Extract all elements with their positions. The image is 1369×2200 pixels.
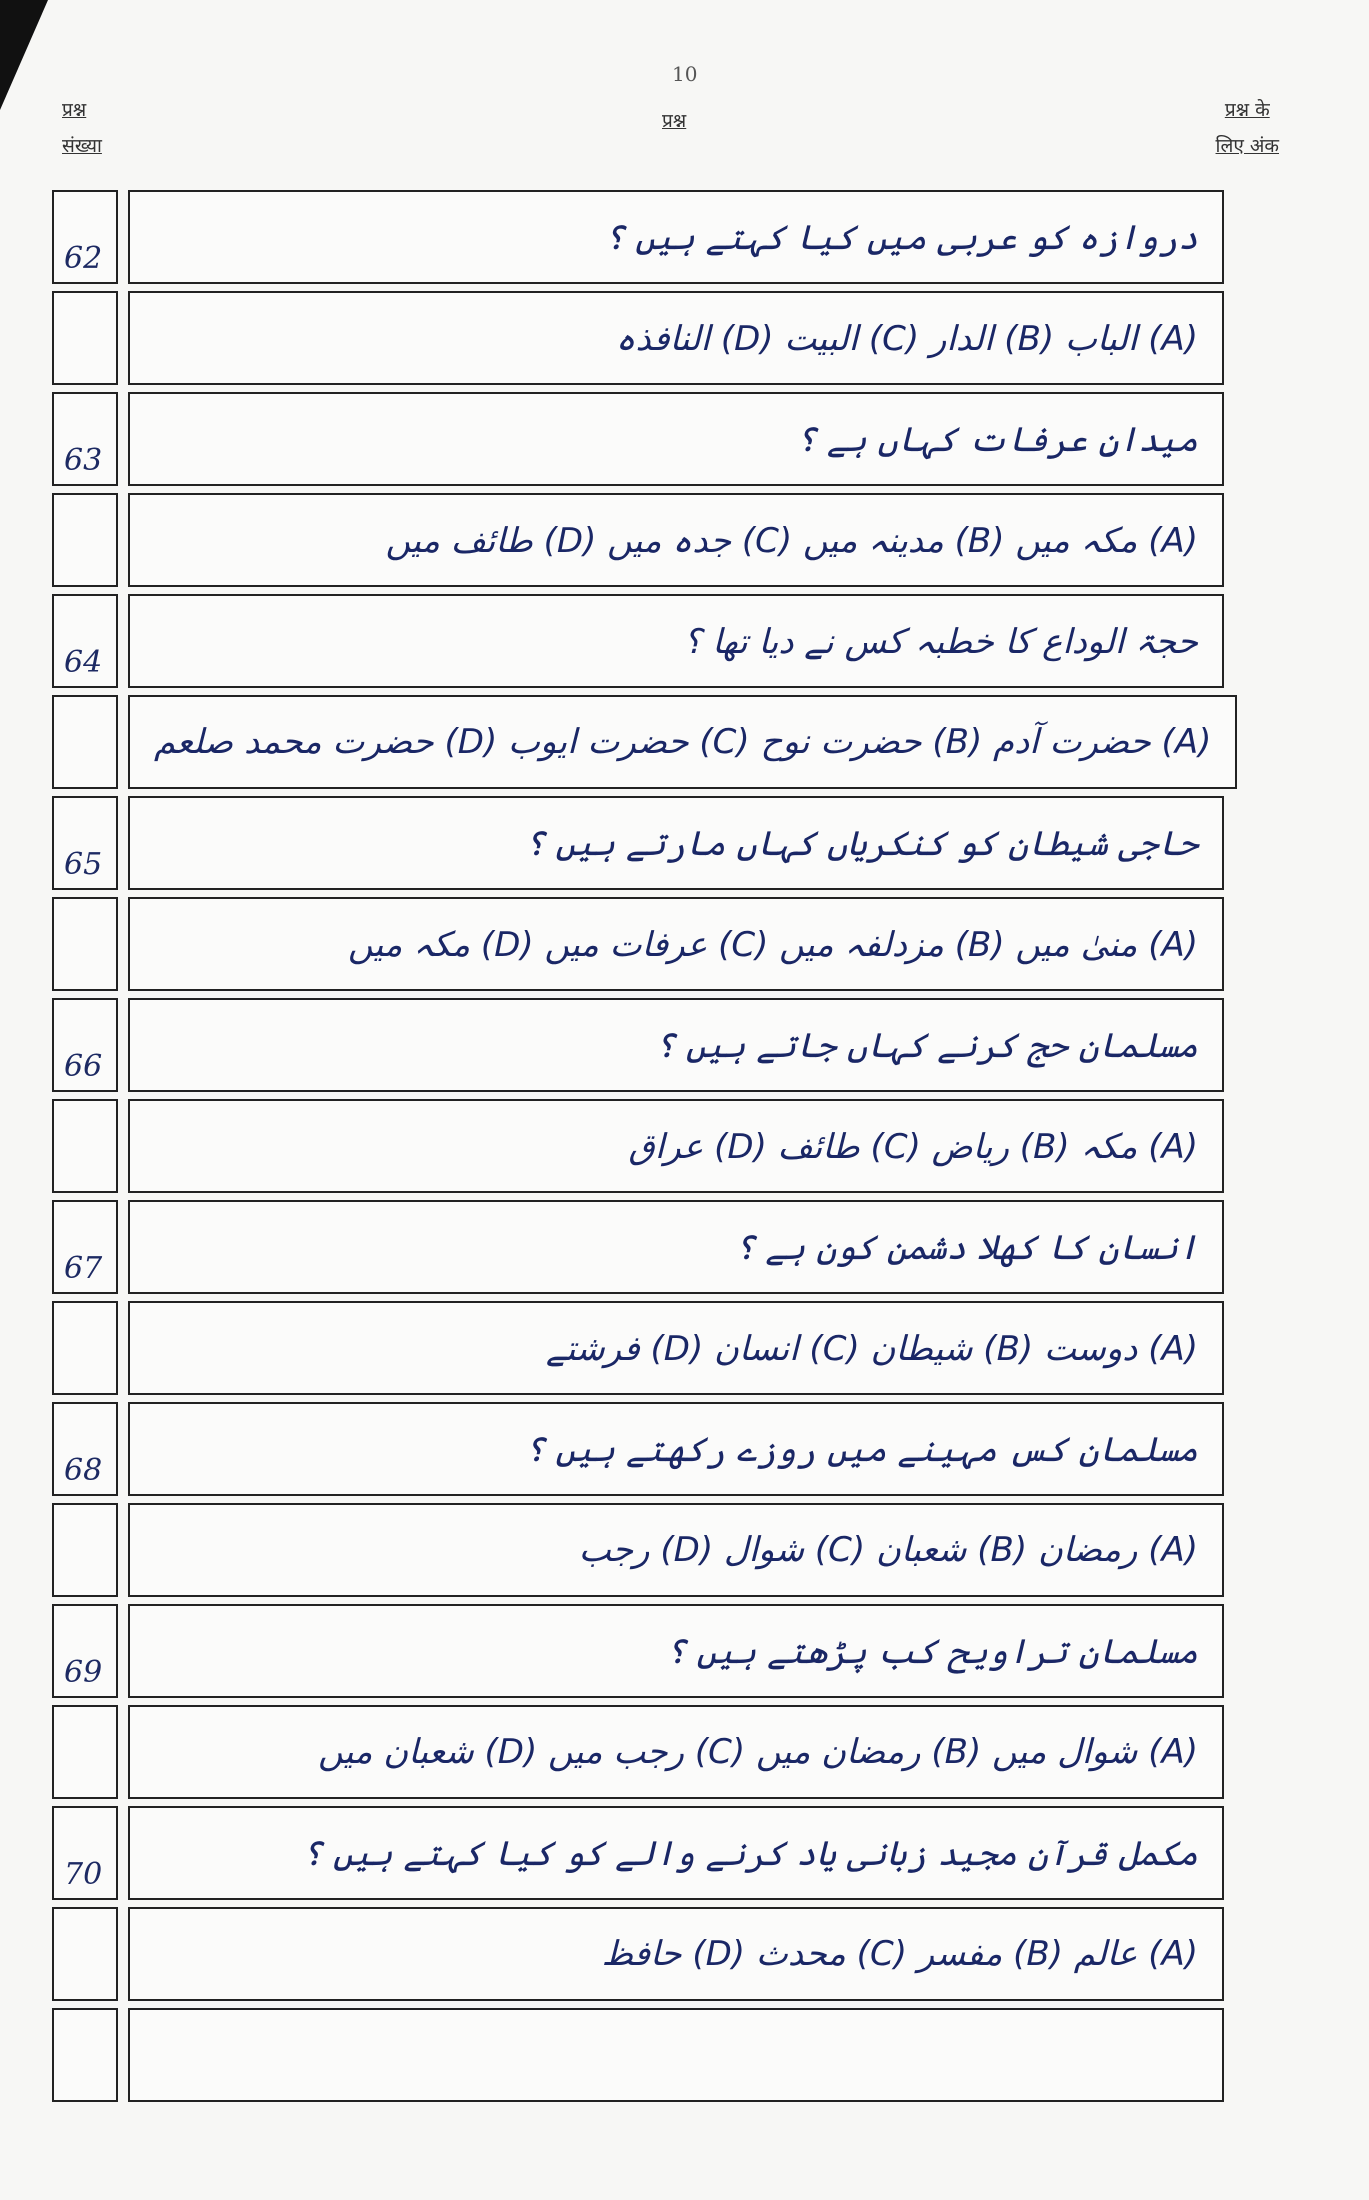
- table-row: [52, 291, 1224, 385]
- header-right-line2: लिए अंक: [1215, 135, 1279, 157]
- question-number-box: [52, 897, 118, 991]
- question-number-box: [52, 1705, 118, 1799]
- question-box: [128, 2008, 1224, 2102]
- question-number: 69: [64, 1655, 103, 1690]
- question-number-box: [52, 1200, 118, 1294]
- table-row: [52, 1200, 1224, 1294]
- table-row: [52, 1503, 1224, 1597]
- table-row: [52, 1301, 1224, 1395]
- table-row: [52, 392, 1224, 486]
- question-number: 70: [64, 1857, 103, 1892]
- question-box: [128, 897, 1224, 991]
- header-left-line2: संख्या: [62, 135, 102, 157]
- header-question-number: [62, 92, 102, 164]
- question-box: [128, 1705, 1224, 1799]
- question-box: [128, 594, 1224, 688]
- question-box: [128, 1301, 1224, 1395]
- table-row: [52, 1705, 1224, 1799]
- question-box: [128, 1402, 1224, 1496]
- handwritten-text: حجۃ الوداع کا خطبہ کس نے دیا تھا ؟: [683, 621, 1198, 662]
- handwritten-text: (A) منیٰ میں (B) مزدلفہ میں (C) عرفات میں (D) مکہ میں: [348, 924, 1198, 965]
- question-number-box: [52, 1099, 118, 1193]
- table-row: [52, 1806, 1224, 1900]
- question-box: [128, 493, 1224, 587]
- question-number-box: [52, 1806, 118, 1900]
- table-row: [52, 594, 1224, 688]
- handwritten-text: حاجی شیطان کو کنکریاں کہاں مارتے ہیں ؟: [524, 823, 1198, 864]
- question-box: [128, 392, 1224, 486]
- question-number-box: [52, 998, 118, 1092]
- question-number-box: [52, 594, 118, 688]
- question-box: [128, 1099, 1224, 1193]
- handwritten-text: مسلمان حج کرنے کہاں جاتے ہیں ؟: [655, 1025, 1198, 1066]
- question-number-box: [52, 392, 118, 486]
- handwritten-text: (A) شوال میں (B) رمضان میں (C) رجب میں (D) شعبان میں: [318, 1732, 1198, 1772]
- page-number: 10: [672, 62, 698, 86]
- scan-corner-mark: [0, 0, 48, 110]
- question-box: [128, 1503, 1224, 1597]
- handwritten-text: (A) مکہ (B) ریاض (C) طائف (D) عراق: [628, 1126, 1198, 1167]
- question-box: [128, 1907, 1224, 2001]
- handwritten-text: (A) حضرت آدم (B) حضرت نوح (C) حضرت ایوب (D) حضرت محمد صلعم: [154, 722, 1212, 762]
- question-number-box: [52, 1604, 118, 1698]
- handwritten-text: انسان کا کھلا دشمن کون ہے ؟: [734, 1227, 1198, 1268]
- answer-sheet-table: [52, 190, 1224, 2109]
- question-box: [128, 190, 1224, 284]
- question-number-box: [52, 796, 118, 890]
- question-number-box: [52, 1301, 118, 1395]
- question-number-box: [52, 190, 118, 284]
- question-number-box: [52, 493, 118, 587]
- question-box: [128, 796, 1224, 890]
- handwritten-text: دروازہ کو عربی میں کیا کہتے ہیں ؟: [604, 217, 1198, 258]
- table-row: [52, 998, 1224, 1092]
- header-question: [662, 103, 686, 139]
- question-number: 63: [64, 443, 103, 478]
- header-middle: प्रश्न: [662, 110, 687, 132]
- question-number: 64: [64, 645, 103, 680]
- question-number-box: [52, 1907, 118, 2001]
- handwritten-text: (A) عالم (B) مفسر (C) محدث (D) حافظ: [601, 1934, 1198, 1974]
- question-box: [128, 1604, 1224, 1698]
- question-number: 62: [64, 241, 103, 276]
- question-number-box: [52, 695, 118, 789]
- handwritten-text: مکمل قرآن مجید زبانی یاد کرنے والے کو کیا کہتے ہیں ؟: [302, 1833, 1198, 1874]
- header-right-line1: प्रश्न के: [1224, 99, 1270, 121]
- table-row: [52, 1402, 1224, 1496]
- table-row: [52, 1907, 1224, 2001]
- question-number-box: [52, 1503, 118, 1597]
- handwritten-text: میدانِ عرفات کہاں ہے ؟: [796, 419, 1198, 460]
- question-box: [128, 998, 1224, 1092]
- question-number-box: [52, 291, 118, 385]
- header-left-line1: प्रश्न: [62, 99, 87, 121]
- table-row: [52, 493, 1224, 587]
- question-number: 66: [64, 1049, 103, 1084]
- handwritten-text: (A) رمضان (B) شعبان (C) شوال (D) رجب: [578, 1530, 1198, 1570]
- question-number: 65: [64, 847, 103, 882]
- question-number: 68: [64, 1453, 103, 1488]
- table-row: [52, 796, 1224, 890]
- handwritten-text: (A) مکہ میں (B) مدینہ میں (C) جدہ میں (D) طائف میں: [385, 520, 1198, 561]
- question-box: [128, 291, 1224, 385]
- handwritten-text: مسلمان تراویح کب پڑھتے ہیں ؟: [665, 1631, 1198, 1672]
- table-row: [52, 190, 1224, 284]
- table-row: [52, 695, 1224, 789]
- table-row: [52, 1099, 1224, 1193]
- table-row: [52, 1604, 1224, 1698]
- header-marks: [1216, 92, 1279, 164]
- table-row: [52, 897, 1224, 991]
- question-number: 67: [64, 1251, 103, 1286]
- handwritten-text: (A) دوست (B) شیطان (C) انسان (D) فرشتے: [546, 1328, 1198, 1369]
- question-box: [128, 1200, 1224, 1294]
- question-number-box: [52, 2008, 118, 2102]
- handwritten-text: مسلمان کس مہینے میں روزے رکھتے ہیں ؟: [524, 1429, 1198, 1470]
- table-row: [52, 2008, 1224, 2102]
- question-number-box: [52, 1402, 118, 1496]
- handwritten-text: (A) الباب (B) الدار (C) البیت (D) النافذہ: [615, 318, 1198, 359]
- question-box: [128, 695, 1237, 789]
- question-box: [128, 1806, 1224, 1900]
